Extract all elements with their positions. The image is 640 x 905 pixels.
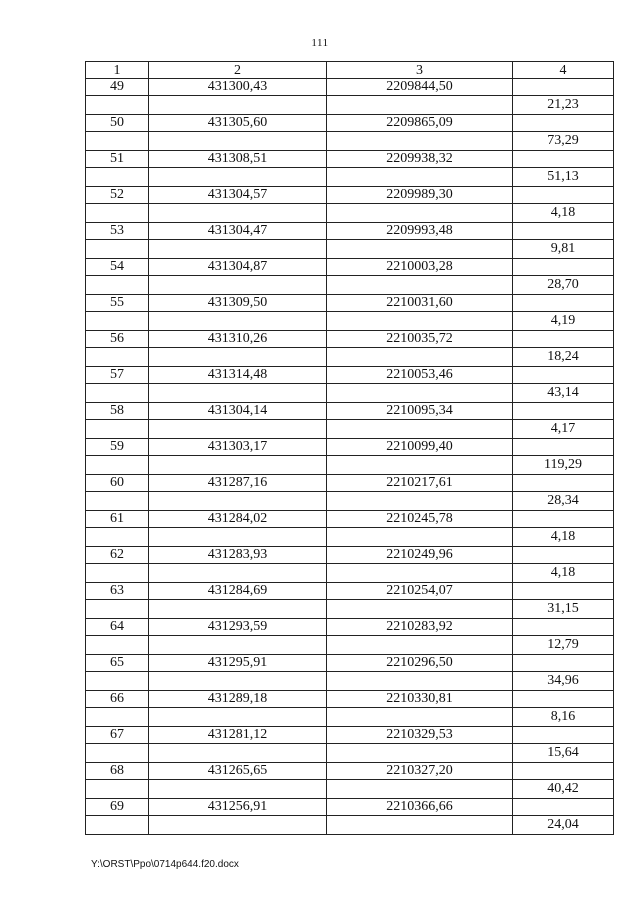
x-coordinate: 431310,26 (149, 331, 327, 348)
y-coordinate: 2210003,28 (327, 259, 513, 276)
y-coordinate: 2209993,48 (327, 223, 513, 240)
empty-cell (327, 708, 513, 727)
distance-row (86, 780, 614, 799)
point-number: 50 (86, 115, 149, 132)
point-row (86, 259, 614, 276)
x-coordinate: 431304,14 (149, 403, 327, 420)
empty-cell (327, 132, 513, 151)
empty-cell (513, 763, 614, 780)
point-number: 62 (86, 547, 149, 564)
y-coordinate: 2209989,30 (327, 187, 513, 204)
y-coordinate: 2209865,09 (327, 115, 513, 132)
y-coordinate: 2210327,20 (327, 763, 513, 780)
point-number: 67 (86, 727, 149, 744)
y-coordinate: 2210217,61 (327, 475, 513, 492)
x-coordinate: 431284,69 (149, 583, 327, 600)
distance-value: 24,04 (513, 816, 614, 835)
empty-cell (327, 276, 513, 295)
x-coordinate: 431309,50 (149, 295, 327, 312)
empty-cell (86, 492, 149, 511)
distance-row (86, 528, 614, 547)
empty-cell (149, 132, 327, 151)
empty-cell (327, 384, 513, 403)
distance-value: 4,18 (513, 564, 614, 583)
empty-cell (513, 115, 614, 132)
empty-cell (513, 79, 614, 96)
empty-cell (327, 672, 513, 691)
empty-cell (327, 312, 513, 331)
empty-cell (149, 744, 327, 763)
empty-cell (513, 259, 614, 276)
empty-cell (513, 295, 614, 312)
empty-cell (513, 655, 614, 672)
y-coordinate: 2210053,46 (327, 367, 513, 384)
x-coordinate: 431304,47 (149, 223, 327, 240)
distance-row (86, 456, 614, 475)
distance-value: 73,29 (513, 132, 614, 151)
x-coordinate: 431303,17 (149, 439, 327, 456)
empty-cell (86, 132, 149, 151)
empty-cell (149, 672, 327, 691)
point-row (86, 151, 614, 168)
empty-cell (513, 403, 614, 420)
distance-value: 119,29 (513, 456, 614, 475)
y-coordinate: 2210329,53 (327, 727, 513, 744)
empty-cell (86, 708, 149, 727)
y-coordinate: 2210099,40 (327, 439, 513, 456)
y-coordinate: 2210095,34 (327, 403, 513, 420)
distance-row (86, 348, 614, 367)
empty-cell (327, 204, 513, 223)
column-header-3: 3 (327, 62, 513, 79)
x-coordinate: 431289,18 (149, 691, 327, 708)
empty-cell (86, 600, 149, 619)
empty-cell (513, 439, 614, 456)
page-number: 111 (311, 37, 329, 49)
file-path-footer: Y:\ORST\Ppo\0714p644.f20.docx (91, 859, 239, 870)
point-number: 65 (86, 655, 149, 672)
empty-cell (327, 420, 513, 439)
distance-row (86, 636, 614, 655)
empty-cell (327, 96, 513, 115)
distance-value: 28,34 (513, 492, 614, 511)
empty-cell (327, 636, 513, 655)
empty-cell (149, 204, 327, 223)
empty-cell (327, 492, 513, 511)
point-number: 53 (86, 223, 149, 240)
y-coordinate: 2210249,96 (327, 547, 513, 564)
y-coordinate: 2210031,60 (327, 295, 513, 312)
x-coordinate: 431314,48 (149, 367, 327, 384)
coordinates-table-body (86, 62, 614, 835)
distance-value: 12,79 (513, 636, 614, 655)
empty-cell (149, 276, 327, 295)
column-header-1: 1 (86, 62, 149, 79)
point-number: 68 (86, 763, 149, 780)
x-coordinate: 431293,59 (149, 619, 327, 636)
point-number: 49 (86, 79, 149, 96)
empty-cell (149, 528, 327, 547)
point-row (86, 295, 614, 312)
empty-cell (513, 547, 614, 564)
distance-row (86, 564, 614, 583)
point-number: 52 (86, 187, 149, 204)
table-header-row (86, 62, 614, 79)
empty-cell (327, 780, 513, 799)
empty-cell (513, 727, 614, 744)
point-row (86, 367, 614, 384)
empty-cell (149, 816, 327, 835)
empty-cell (86, 564, 149, 583)
point-row (86, 583, 614, 600)
distance-row (86, 240, 614, 259)
empty-cell (149, 240, 327, 259)
distance-value: 4,18 (513, 204, 614, 223)
point-row (86, 619, 614, 636)
point-number: 59 (86, 439, 149, 456)
empty-cell (327, 528, 513, 547)
point-number: 51 (86, 151, 149, 168)
point-number: 58 (86, 403, 149, 420)
point-row (86, 655, 614, 672)
empty-cell (86, 816, 149, 835)
empty-cell (149, 312, 327, 331)
empty-cell (86, 348, 149, 367)
y-coordinate: 2210283,92 (327, 619, 513, 636)
empty-cell (513, 619, 614, 636)
x-coordinate: 431304,87 (149, 259, 327, 276)
y-coordinate: 2210296,50 (327, 655, 513, 672)
empty-cell (149, 384, 327, 403)
distance-row (86, 132, 614, 151)
x-coordinate: 431256,91 (149, 799, 327, 816)
y-coordinate: 2210035,72 (327, 331, 513, 348)
point-row (86, 403, 614, 420)
empty-cell (513, 223, 614, 240)
empty-cell (86, 276, 149, 295)
y-coordinate: 2210245,78 (327, 511, 513, 528)
point-row (86, 727, 614, 744)
x-coordinate: 431281,12 (149, 727, 327, 744)
point-number: 64 (86, 619, 149, 636)
point-number: 63 (86, 583, 149, 600)
empty-cell (86, 240, 149, 259)
coordinates-table (85, 61, 614, 835)
distance-value: 4,18 (513, 528, 614, 547)
point-row (86, 691, 614, 708)
empty-cell (513, 691, 614, 708)
distance-row (86, 420, 614, 439)
empty-cell (513, 799, 614, 816)
distance-value: 43,14 (513, 384, 614, 403)
column-header-4: 4 (513, 62, 614, 79)
point-row (86, 475, 614, 492)
point-number: 56 (86, 331, 149, 348)
empty-cell (149, 564, 327, 583)
empty-cell (149, 780, 327, 799)
distance-value: 15,64 (513, 744, 614, 763)
distance-value: 8,16 (513, 708, 614, 727)
point-number: 69 (86, 799, 149, 816)
empty-cell (513, 331, 614, 348)
distance-value: 34,96 (513, 672, 614, 691)
x-coordinate: 431295,91 (149, 655, 327, 672)
empty-cell (513, 187, 614, 204)
empty-cell (513, 367, 614, 384)
distance-row (86, 744, 614, 763)
distance-row (86, 204, 614, 223)
empty-cell (149, 96, 327, 115)
empty-cell (327, 456, 513, 475)
empty-cell (149, 492, 327, 511)
x-coordinate: 431305,60 (149, 115, 327, 132)
empty-cell (86, 636, 149, 655)
distance-value: 51,13 (513, 168, 614, 187)
x-coordinate: 431287,16 (149, 475, 327, 492)
empty-cell (327, 816, 513, 835)
distance-value: 4,17 (513, 420, 614, 439)
empty-cell (86, 384, 149, 403)
empty-cell (513, 511, 614, 528)
point-number: 60 (86, 475, 149, 492)
distance-row (86, 708, 614, 727)
point-row (86, 799, 614, 816)
empty-cell (327, 744, 513, 763)
empty-cell (327, 600, 513, 619)
point-row (86, 331, 614, 348)
empty-cell (513, 475, 614, 492)
y-coordinate: 2210254,07 (327, 583, 513, 600)
empty-cell (513, 151, 614, 168)
empty-cell (513, 583, 614, 600)
x-coordinate: 431284,02 (149, 511, 327, 528)
column-header-2: 2 (149, 62, 327, 79)
empty-cell (149, 456, 327, 475)
empty-cell (149, 708, 327, 727)
empty-cell (86, 528, 149, 547)
distance-value: 18,24 (513, 348, 614, 367)
empty-cell (149, 420, 327, 439)
x-coordinate: 431283,93 (149, 547, 327, 564)
x-coordinate: 431304,57 (149, 187, 327, 204)
distance-value: 4,19 (513, 312, 614, 331)
point-number: 66 (86, 691, 149, 708)
distance-row (86, 276, 614, 295)
x-coordinate: 431300,43 (149, 79, 327, 96)
empty-cell (149, 636, 327, 655)
y-coordinate: 2209938,32 (327, 151, 513, 168)
empty-cell (86, 672, 149, 691)
empty-cell (86, 456, 149, 475)
point-row (86, 187, 614, 204)
empty-cell (86, 312, 149, 331)
empty-cell (327, 564, 513, 583)
point-row (86, 547, 614, 564)
distance-row (86, 96, 614, 115)
point-number: 57 (86, 367, 149, 384)
empty-cell (149, 600, 327, 619)
empty-cell (149, 168, 327, 187)
empty-cell (149, 348, 327, 367)
empty-cell (86, 780, 149, 799)
point-number: 55 (86, 295, 149, 312)
distance-value: 9,81 (513, 240, 614, 259)
empty-cell (86, 168, 149, 187)
empty-cell (86, 96, 149, 115)
y-coordinate: 2210330,81 (327, 691, 513, 708)
y-coordinate: 2210366,66 (327, 799, 513, 816)
empty-cell (86, 420, 149, 439)
distance-value: 31,15 (513, 600, 614, 619)
distance-value: 28,70 (513, 276, 614, 295)
empty-cell (86, 744, 149, 763)
distance-row (86, 168, 614, 187)
empty-cell (86, 204, 149, 223)
distance-row (86, 672, 614, 691)
distance-value: 40,42 (513, 780, 614, 799)
point-row (86, 439, 614, 456)
distance-row (86, 492, 614, 511)
y-coordinate: 2209844,50 (327, 79, 513, 96)
empty-cell (327, 168, 513, 187)
x-coordinate: 431308,51 (149, 151, 327, 168)
point-number: 61 (86, 511, 149, 528)
distance-value: 21,23 (513, 96, 614, 115)
empty-cell (327, 348, 513, 367)
distance-row (86, 600, 614, 619)
point-row (86, 763, 614, 780)
empty-cell (327, 240, 513, 259)
x-coordinate: 431265,65 (149, 763, 327, 780)
distance-row (86, 312, 614, 331)
point-row (86, 223, 614, 240)
distance-row (86, 816, 614, 835)
point-number: 54 (86, 259, 149, 276)
point-row (86, 511, 614, 528)
distance-row (86, 384, 614, 403)
point-row (86, 115, 614, 132)
point-row (86, 79, 614, 96)
